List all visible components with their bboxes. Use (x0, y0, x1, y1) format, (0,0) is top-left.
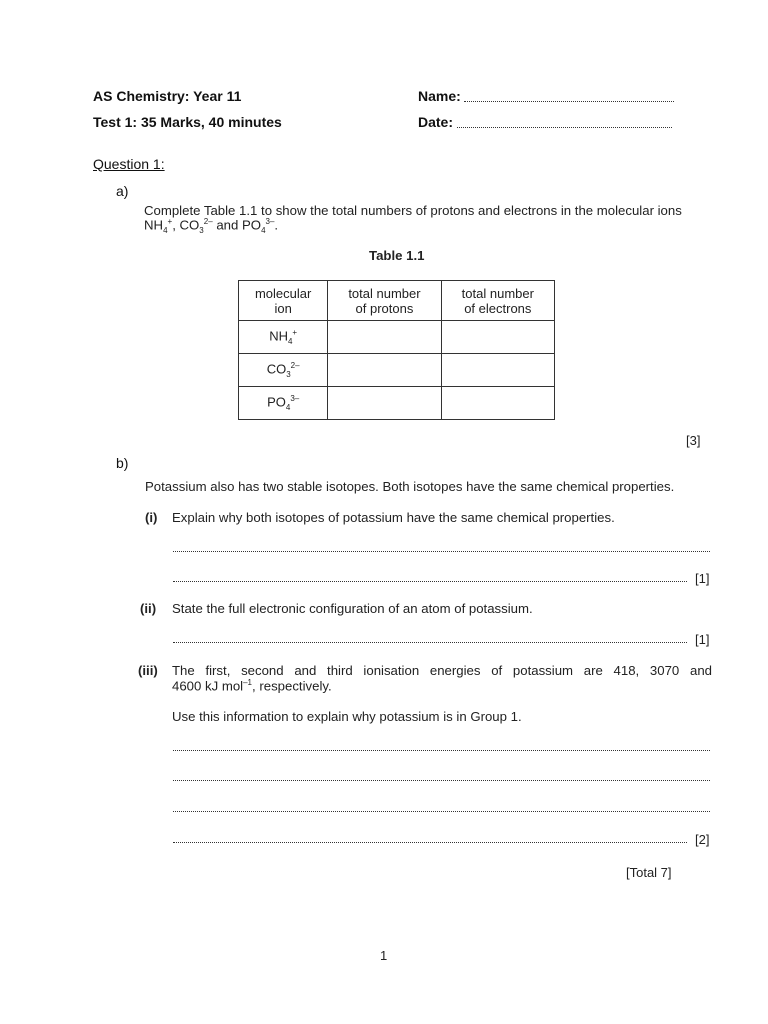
table-header-electrons: total number of electrons (441, 281, 554, 321)
table-cell-protons-input[interactable] (328, 387, 441, 420)
table-row (239, 321, 555, 354)
answer-line-iii-3[interactable] (173, 811, 710, 812)
total-marks: [Total 7] (626, 865, 672, 880)
table-row (239, 354, 555, 387)
sub-i-text: Explain why both isotopes of potassium have the same chemical properties. (172, 510, 615, 525)
sub-iii-instruction: Use this information to explain why potassium is in Group 1. (172, 709, 522, 724)
answer-line-iii-2[interactable] (173, 780, 710, 781)
table-cell-protons-input[interactable] (328, 321, 441, 354)
course-title: AS Chemistry: Year 11 (93, 88, 242, 104)
sub-iii-marks: [2] (695, 832, 710, 847)
question-title: Question 1: (93, 156, 165, 172)
table-cell-protons-input[interactable] (328, 354, 441, 387)
date-label: Date: (418, 114, 454, 130)
table-title: Table 1.1 (369, 248, 425, 263)
name-field[interactable] (464, 101, 674, 102)
part-b-intro: Potassium also has two stable isotopes. Both isotopes have the same chemical properties. (145, 479, 675, 494)
answer-line-iii-1[interactable] (173, 750, 710, 751)
sub-iii-number: (iii) (138, 663, 158, 678)
sub-ii-text: State the full electronic configuration of an atom of potassium. (172, 601, 533, 616)
part-b-label: b) (116, 455, 129, 471)
sub-iii-text-line-1: The first, second and third ionisation energies of potassium are 418, 3070 and (172, 663, 712, 678)
table-cell-electrons-input[interactable] (441, 321, 554, 354)
answer-line-i-1[interactable] (173, 551, 710, 552)
sub-iii-text-line-2: 4600 kJ mol$^{-1}$, respectively. (172, 678, 332, 694)
page-number: 1 (380, 948, 388, 963)
table-cell-ion: $PO_4^{3-}$ (239, 387, 328, 420)
table-header-ion: molecular ion (239, 281, 328, 321)
part-a-ion-list: $NH_4^+$, $CO_3^{2-}$ and $PO_4^{3-}$. (144, 217, 279, 236)
sub-i-number: (i) (145, 510, 158, 525)
date-field[interactable] (457, 127, 672, 128)
sub-ii-marks: [1] (695, 632, 710, 647)
table-row (239, 387, 555, 420)
table-cell-electrons-input[interactable] (441, 354, 554, 387)
table-cell-ion: $NH_4^+$ (239, 321, 328, 354)
answer-line-iii-4[interactable] (173, 842, 687, 843)
sub-ii-number: (ii) (140, 601, 157, 616)
name-label: Name: (418, 88, 461, 104)
table-1-1 (238, 280, 555, 420)
part-a-label: a) (116, 183, 129, 199)
test-info: Test 1: 35 Marks, 40 minutes (93, 114, 282, 130)
sub-i-marks: [1] (695, 571, 710, 586)
part-a-marks: [3] (686, 433, 701, 448)
part-a-instruction: Complete Table 1.1 to show the total numbers of protons and electrons in the molecular ions (144, 203, 682, 218)
table-cell-ion: $CO_3^{2-}$ (239, 354, 328, 387)
table-cell-electrons-input[interactable] (441, 387, 554, 420)
answer-line-i-2[interactable] (173, 581, 687, 582)
answer-line-ii-1[interactable] (173, 642, 687, 643)
table-header-protons: total number of protons (328, 281, 441, 321)
